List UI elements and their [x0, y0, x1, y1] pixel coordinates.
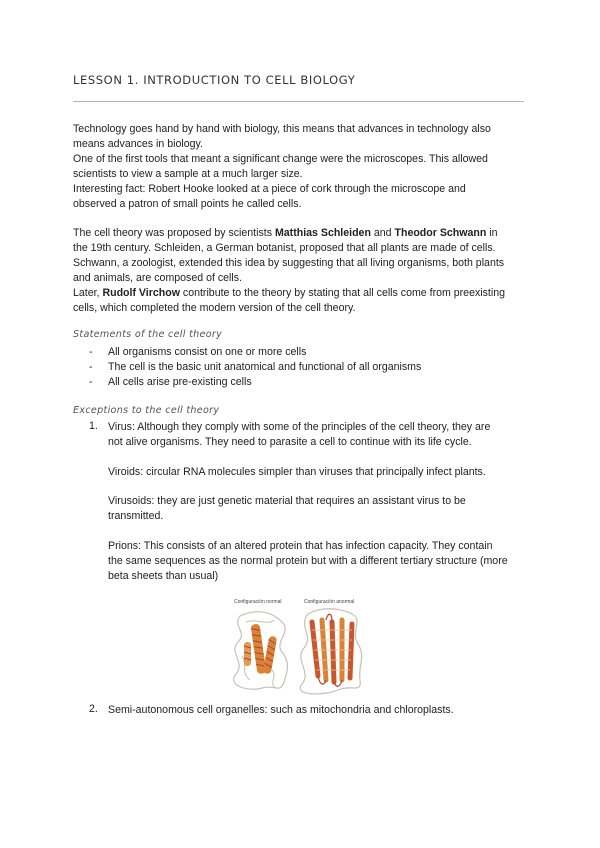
- prions-line: beta sheets than usual): [108, 570, 219, 582]
- scientist-name: Rudolf Virchow: [102, 287, 180, 299]
- intro-line: observed a patron of small points he called cells.: [73, 198, 302, 210]
- statements-heading: Statements of the cell theory: [73, 329, 223, 340]
- figure-caption-normal: Configuración normal: [234, 599, 282, 605]
- list-item: - The cell is the basic unit anatomical and functional of all organisms: [89, 361, 422, 373]
- intro-line: Technology goes hand by hand with biology, this means that advances in technology also: [73, 123, 491, 135]
- virusoids-line: transmitted.: [108, 510, 164, 522]
- list-number: 1.: [89, 420, 98, 432]
- theory-line: cells, which completed the modern version of the cell theory.: [73, 302, 356, 314]
- list-number: 2.: [89, 703, 98, 715]
- page-title: LESSON 1. INTRODUCTION TO CELL BIOLOGY: [73, 73, 356, 87]
- theory-line: Later, Rudolf Virchow contribute to the theory by stating that all cells come from preexisting: [73, 287, 505, 299]
- theory-line: the 19th century. Schleiden, a German botanist, proposed that all plants are made of cells.: [73, 242, 496, 254]
- virus-line: not alive organisms. They need to parasite a cell to continue with its life cycle.: [108, 436, 472, 448]
- normal-protein-image: [234, 612, 288, 689]
- figure-caption-abnormal: Configuración anormal: [304, 599, 355, 605]
- exceptions-heading: Exceptions to the cell theory: [73, 405, 220, 416]
- scientist-name: Matthias Schleiden: [274, 227, 371, 239]
- organelles-text: Semi-autonomous cell organelles: such as mitochondria and chloroplasts.: [108, 704, 454, 716]
- intro-line: scientists to view a sample at a much larger size.: [73, 168, 303, 180]
- virus-line: Virus: Although they comply with some of the principles of the cell theory, they are: [108, 421, 491, 433]
- list-item: - All cells arise pre-existing cells: [89, 376, 252, 388]
- prions-line: Prions: This consists of an altered protein that has infection capacity. They contain: [108, 540, 493, 552]
- intro-line: means advances in biology.: [73, 138, 203, 150]
- theory-line: The cell theory was proposed by scientists Matthias Schleiden and Theodor Schwann in: [73, 227, 498, 239]
- abnormal-protein-image: [300, 609, 362, 694]
- virusoids-line: Virusoids: they are just genetic material that requires an assistant virus to be: [108, 495, 466, 507]
- viroids-text: Viroids: circular RNA molecules simpler than viruses that principally infect plants.: [108, 466, 486, 478]
- scientist-name: Theodor Schwann: [394, 227, 487, 239]
- list-item: - All organisms consist on one or more cells: [89, 346, 307, 358]
- intro-line: One of the first tools that meant a significant change were the microscopes. This allowed: [73, 153, 488, 165]
- prion-protein-figure: [228, 596, 368, 700]
- theory-line: and animals, are composed of cells.: [73, 272, 242, 284]
- intro-line: Interesting fact: Robert Hooke looked at a piece of cork through the microscope and: [73, 183, 466, 195]
- theory-line: Schwann, a zoologist, extended this idea by suggesting that all living organisms, both plants: [73, 257, 505, 269]
- title-divider: [73, 101, 524, 102]
- prions-line: the same sequences as the normal protein but with a different tertiary structure (more: [108, 555, 508, 567]
